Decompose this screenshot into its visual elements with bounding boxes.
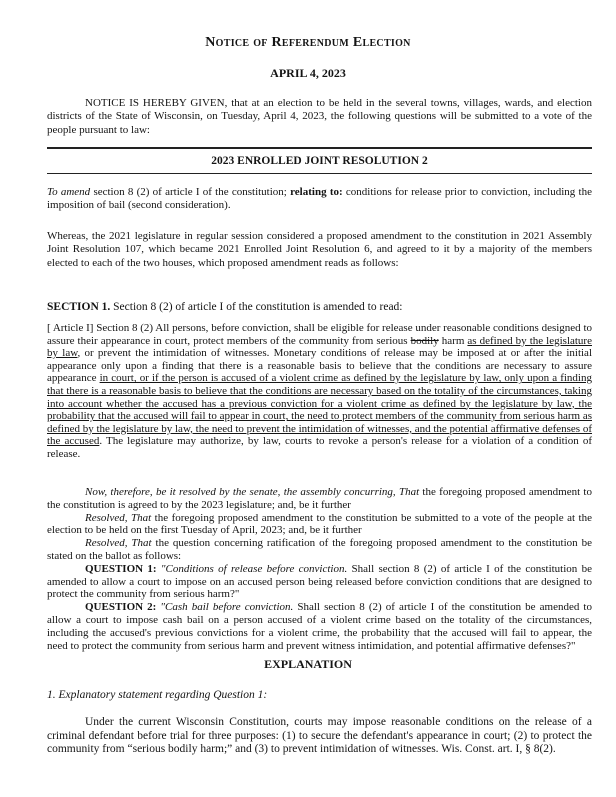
struck-text: bodily [410, 334, 439, 347]
article-part-1: [ Article I] Section 8 (2) All persons, before conviction, shall be eligible for release under reasonable conditions designed to assure their appearance in court, protect members of the community from serious [47, 322, 592, 347]
amend-mid: section 8 (2) of article I of the constitution; [90, 186, 291, 198]
relating-label: relating to: [290, 186, 343, 198]
document-title: Notice of Referendum Election [205, 35, 411, 50]
resolved-section [47, 486, 592, 652]
resolved-3-text: the question concerning ratification of the foregoing proposed amendment to the constitution be stated on the ballot as follows: [47, 537, 592, 562]
question-2-text: Shall section 8 (2) of article I of the constitution be amended to allow a court to impose cash bail on a person accused of a violent crime based on the totality of the circumstances, including the accused's previous convictions for a violent crime, the probability that the accused will fail to appear, the need to protect the community from serious harm and prevent witness intimidation, and potential affirmative defenses?" [47, 601, 592, 652]
question-2-paragraph [47, 601, 592, 652]
resolved-2-text: the foregoing proposed amendment to the constitution be submitted to a vote of the people at the election to be held on the first Tuesday of April, 2023; and, be it further [47, 511, 592, 537]
resolved-paragraph-1 [47, 486, 592, 512]
inserted-text-1: as defined by the legislature by law [47, 334, 592, 360]
question-1-text: Shall section 8 (2) of article I of the constitution be amended to allow a court to impose on an accused person being released before conviction conditions that are designed to protect the community from serious harm?" [47, 562, 592, 601]
question-1-paragraph [47, 563, 592, 601]
article-part-4: . The legislature may authorize, by law, courts to revoke a person's release for a violation of a condition of release. [47, 435, 592, 460]
resolved-1-text: the foregoing proposed amendment to the constitution is agreed to by the 2023 legislature; and, be it further [47, 486, 592, 511]
inserted-text-2: in court, or if the person is accused of a violent crime as defined by the legislature by law, only upon a finding that there is a reasonable basis to believe that the conditions are necessary based on the totality of the circumstances, taking into account whether the accused has a previous conviction for a violent crime as defined by the legislature by law, the probability that the accused will fail to appear in court, the need to protect members of the community from serious harm as defined by the legislature by law, the need to prevent the intimidation of witnesses, and the potential affirmative defenses of the accused [47, 372, 592, 448]
resolved-1-italic: Now, therefore, be it resolved by the senate, the assembly concurring, That [85, 486, 420, 498]
question-2-title: "Cash bail before conviction. [156, 601, 294, 614]
whereas-paragraph: Whereas, the 2021 legislature in regular session considered a proposed amendment to the constitution in 2021 Assembly Joint Resolution 107, which became 2021 Enrolled Joint Resolution 6, and agreed to it by a majority of the members elected to each of the two houses, which proposed amendment reads as follows: [47, 230, 592, 269]
article-text [47, 322, 592, 461]
question-2-label: QUESTION 2: [85, 601, 157, 614]
section-label: SECTION 1. [47, 301, 111, 313]
resolved-2-italic: Resolved, That [85, 511, 152, 524]
election-date: APRIL 4, 2023 [270, 66, 346, 80]
explanation-paragraph-1: Under the current Wisconsin Constitution, courts may impose reasonable conditions on the release of a criminal defendant before trial for three purposes: (1) to secure the defendant's appearance in court; (2) to protect the community from “serious bodily harm;” and (3) to prevent intimidation of witnesses. Wis. Const. art. I, § 8(2). [47, 716, 592, 756]
question-1-label: QUESTION 1: [85, 562, 157, 575]
article-part-2: harm [438, 334, 468, 347]
amend-lead: To amend [47, 186, 91, 198]
section-1-paragraph [47, 301, 592, 314]
section-text: Section 8 (2) of article I of the constitution is amended to read: [110, 301, 403, 313]
question-1-title: "Conditions of release before conviction. [156, 562, 348, 575]
resolved-paragraph-2 [47, 512, 592, 538]
resolution-banner: 2023 ENROLLED JOINT RESOLUTION 2 [47, 147, 592, 174]
amend-paragraph [47, 186, 592, 213]
explanation-heading: EXPLANATION [264, 657, 352, 671]
amend-tail: conditions for release prior to conviction, including the imposition of bail (second consideration). [47, 186, 592, 212]
resolved-3-italic: Resolved, That [85, 537, 152, 550]
resolved-paragraph-3 [47, 537, 592, 563]
article-part-3: , or prevent the intimidation of witnesses. Monetary conditions of release may be imposed at or after the initial appearance only upon a finding that there is a reasonable basis to believe that the conditions are necessary to assure appearance [47, 347, 592, 385]
notice-intro-paragraph: NOTICE IS HEREBY GIVEN, that at an election to be held in the several towns, villages, wards, and election districts of the State of Wisconsin, on Tuesday, April 4, 2023, the following questions will be submitted to a vote of the people pursuant to law: [47, 97, 592, 136]
explanatory-statement-1: 1. Explanatory statement regarding Question 1: [47, 689, 268, 701]
